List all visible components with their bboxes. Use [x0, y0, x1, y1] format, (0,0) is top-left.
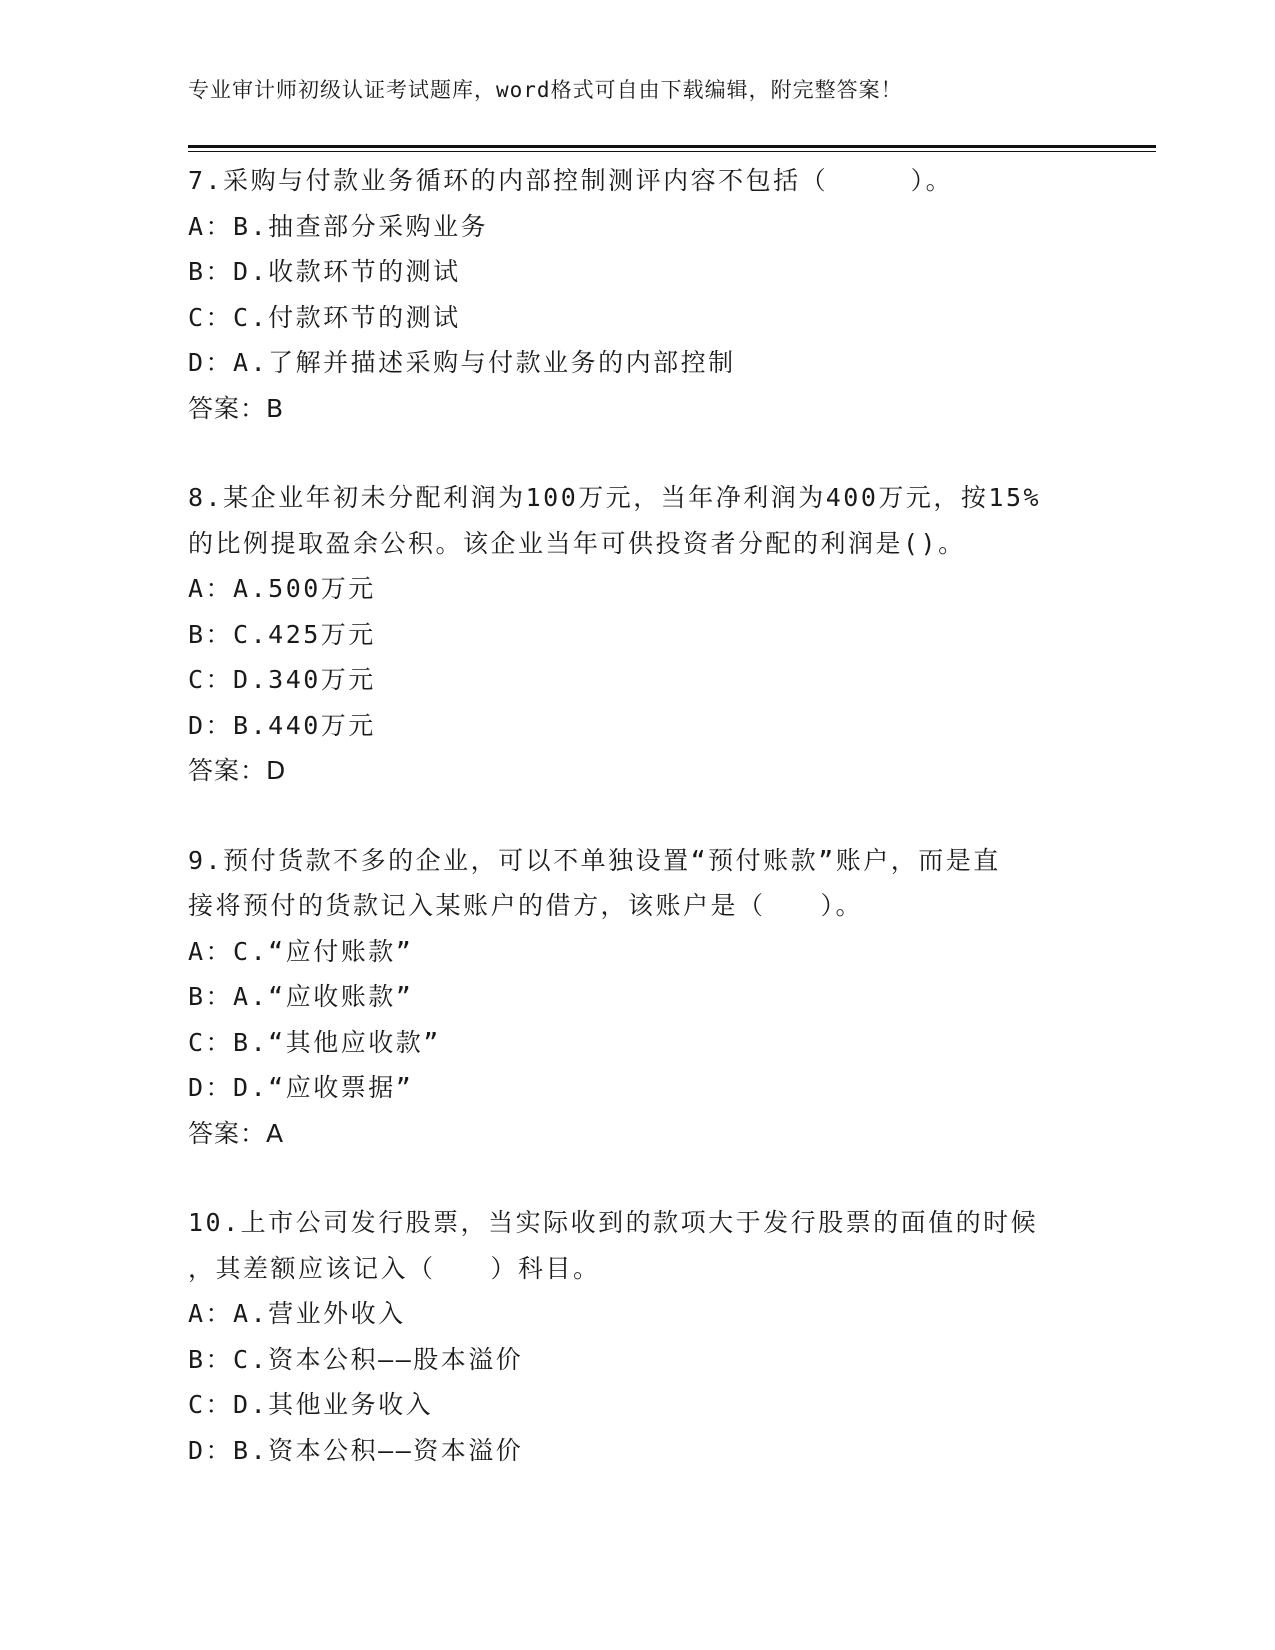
answer: 答案：A — [188, 1118, 285, 1148]
answer: 答案：B — [188, 393, 285, 423]
question-stem: 7.采购与付款业务循环的内部控制测评内容不包括（ ）。 — [188, 166, 954, 195]
question-stem-continued: ，其差额应该记入（ ）科目。 — [188, 1253, 601, 1283]
question-stem: 8.某企业年初未分配利润为100万元，当年净利润为400万元，按15% — [188, 483, 1042, 512]
question-10 — [188, 1200, 1088, 1473]
question-list — [188, 158, 1088, 1517]
option-c: C：D.其他业务收入 — [188, 1390, 434, 1419]
question-stem-continued: 接将预付的货款记入某账户的借方，该账户是（ ）。 — [188, 891, 864, 920]
question-8 — [188, 475, 1088, 794]
option-b: B：C.资本公积——股本溢价 — [188, 1344, 524, 1374]
option-b: B：A.“应收账款” — [188, 982, 414, 1011]
option-a: A：B.抽查部分采购业务 — [188, 211, 489, 241]
answer: 答案：D — [188, 756, 287, 785]
option-a: A：C.“应付账款” — [188, 936, 414, 966]
option-a: A：A.500万元 — [188, 574, 376, 603]
question-9 — [188, 838, 1088, 1157]
question-stem: 9.预付货款不多的企业，可以不单独设置“预付账款”账户，而是直 — [188, 845, 1001, 875]
header-rule-thick — [188, 145, 1156, 148]
option-b: B：C.425万元 — [188, 619, 376, 649]
option-a: A：A.营业外收入 — [188, 1299, 406, 1328]
question-stem: 10.上市公司发行股票，当实际收到的款项大于发行股票的面值的时候 — [188, 1208, 1039, 1237]
option-c: C：C.付款环节的测试 — [188, 302, 461, 332]
question-stem-continued: 的比例提取盈余公积。该企业当年可供投资者分配的利润是()。 — [188, 528, 966, 558]
option-d: D：D.“应收票据” — [188, 1073, 414, 1102]
option-d: D：B.资本公积——资本溢价 — [188, 1435, 524, 1465]
header-rule-thin — [188, 151, 1156, 152]
option-d: D：A.了解并描述采购与付款业务的内部控制 — [188, 348, 736, 377]
option-b: B：D.收款环节的测试 — [188, 257, 461, 286]
question-7 — [188, 158, 1088, 431]
option-c: C：D.340万元 — [188, 665, 376, 694]
option-d: D：B.440万元 — [188, 710, 376, 740]
option-c: C：B.“其他应收款” — [188, 1027, 441, 1057]
page-header: 专业审计师初级认证考试题库，word格式可自由下载编辑，附完整答案！ — [188, 78, 903, 102]
